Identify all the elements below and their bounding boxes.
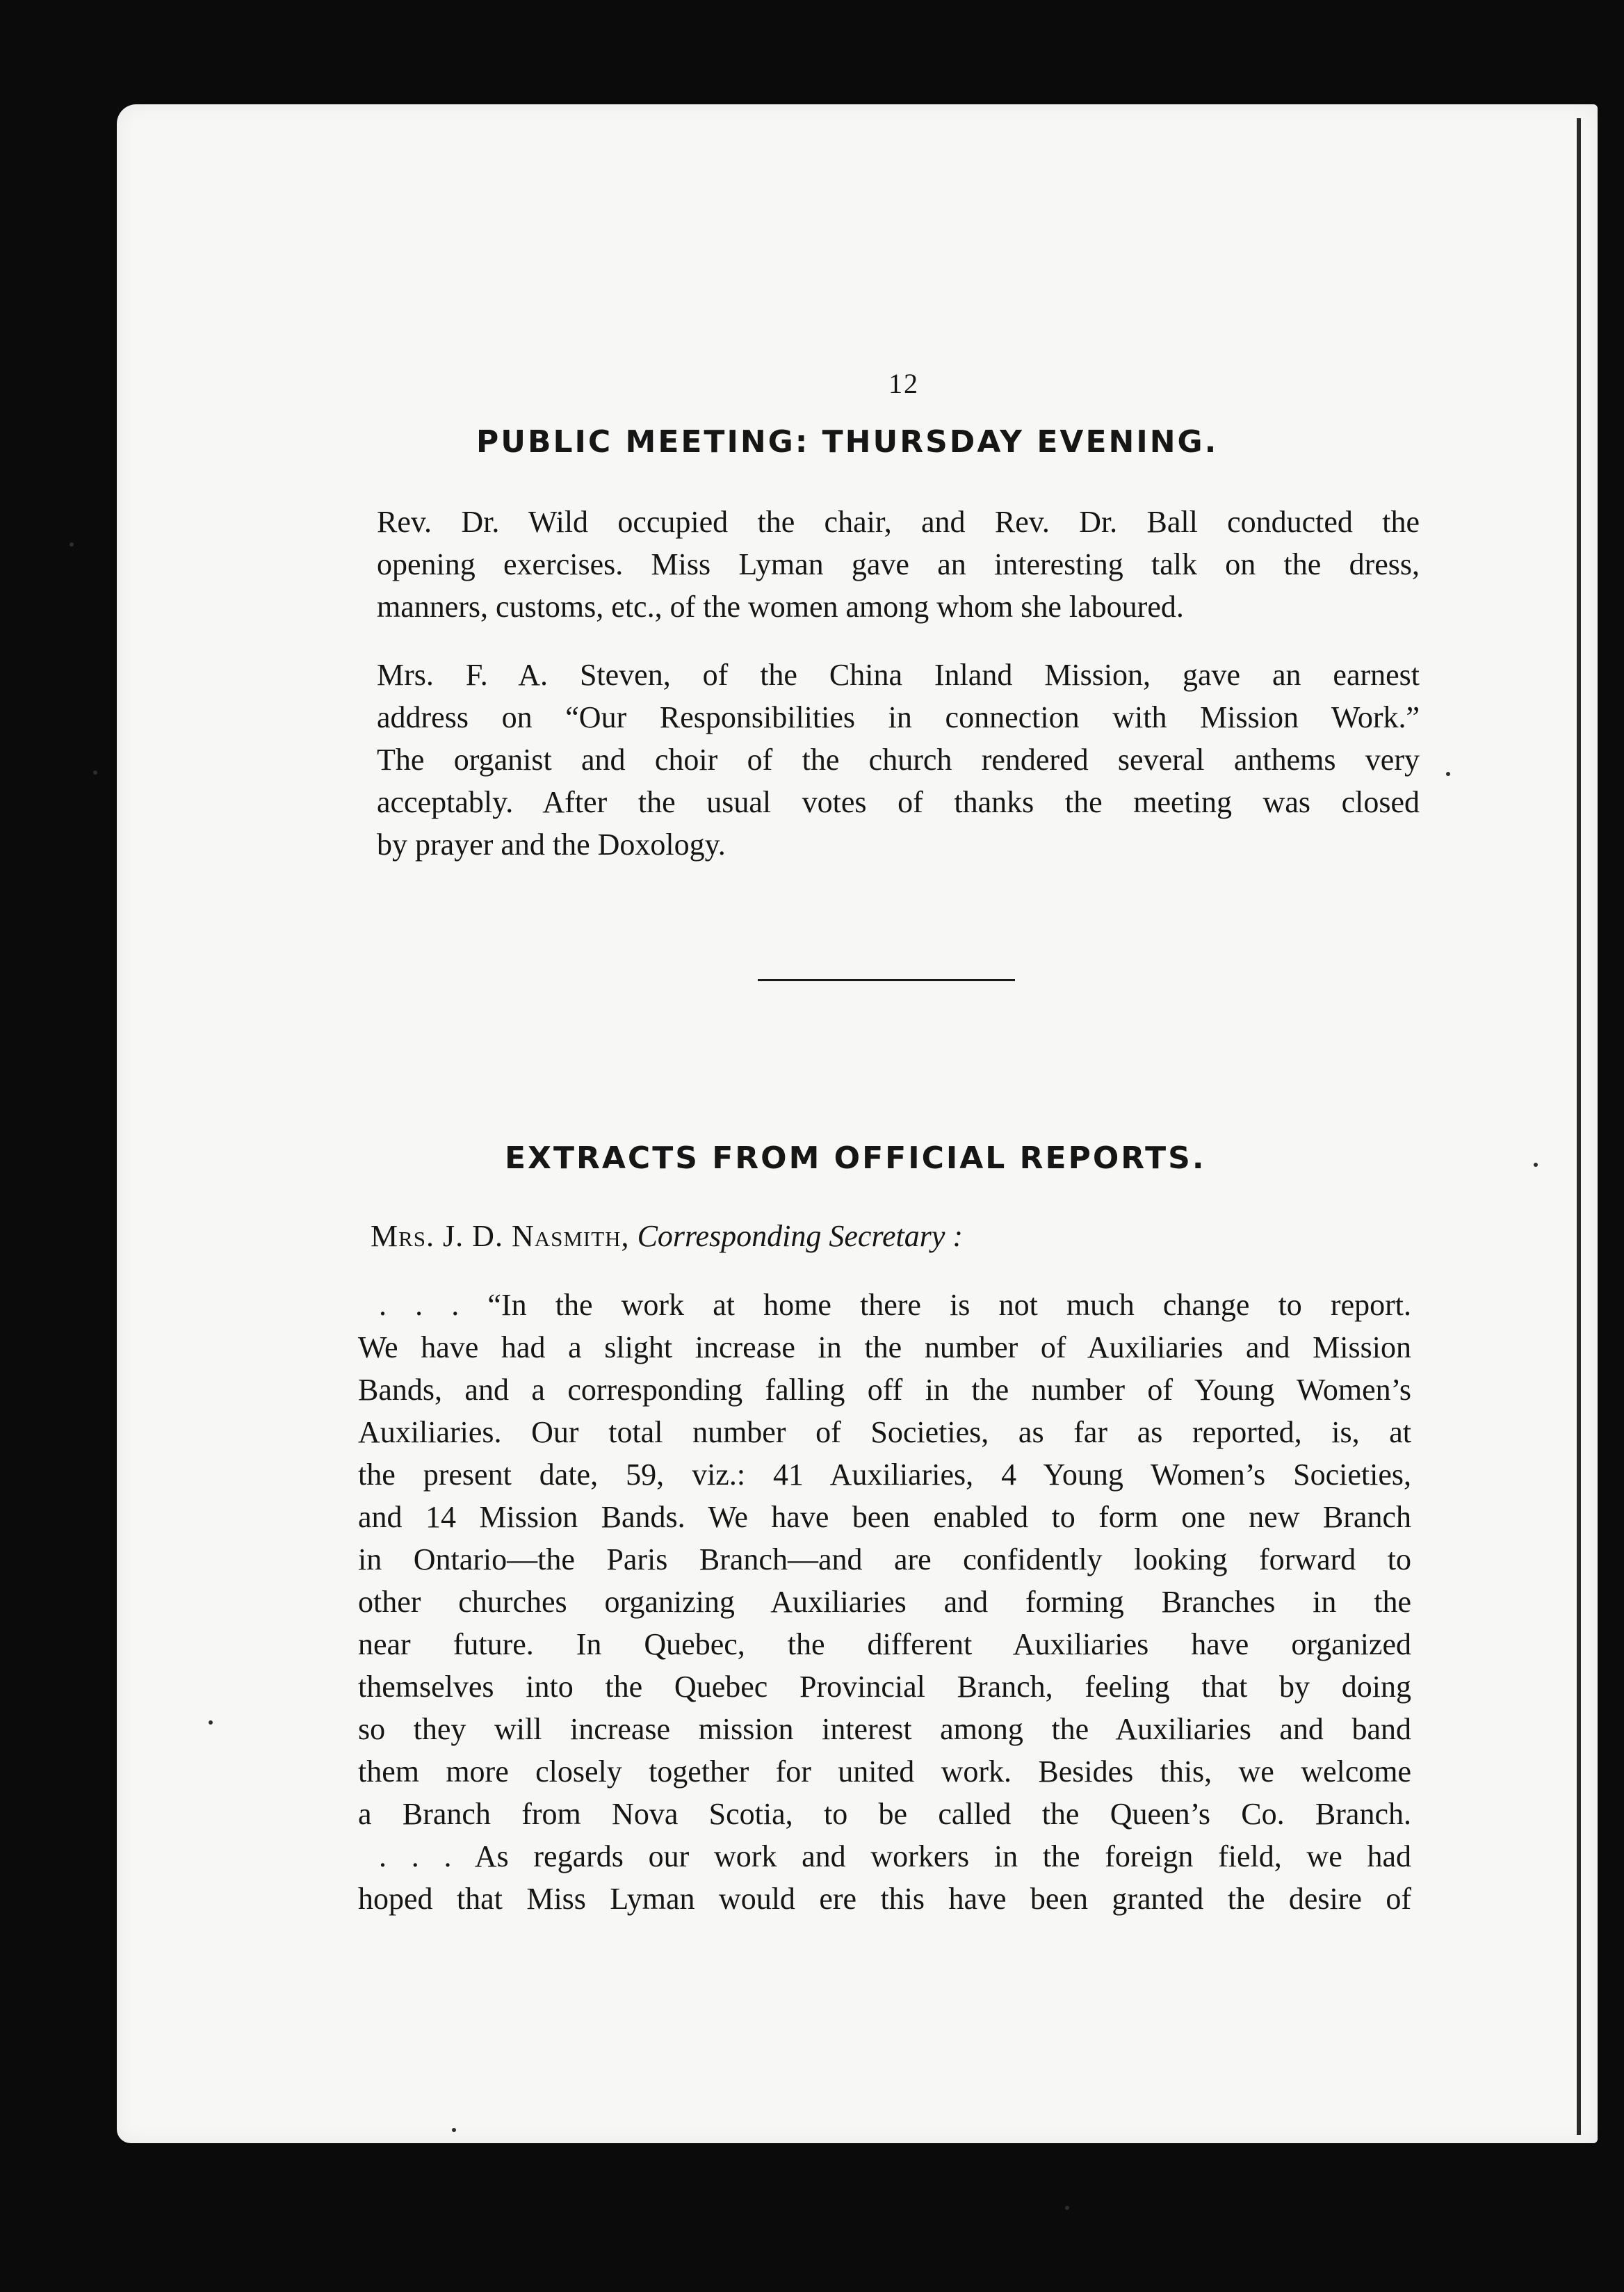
author-name: Mrs. J. D. Nasmith, <box>371 1219 630 1253</box>
text-line: . . . “In the work at home there is not much change to report. <box>379 1288 1411 1322</box>
text-line: and 14 Mission Bands. We have been enabled to form one new Branch <box>358 1500 1411 1534</box>
text-line: opening exercises. Miss Lyman gave an interesting talk on the dress, <box>377 547 1420 581</box>
public-meeting-heading: PUBLIC MEETING: THURSDAY EVENING. <box>476 424 1219 460</box>
dust-speck <box>452 2128 456 2132</box>
report-body <box>358 1284 1411 1920</box>
text-line: other churches organizing Auxiliaries and forming Branches in the <box>358 1585 1411 1619</box>
text-line: address on “Our Responsibilities in connection with Mission Work.” <box>377 700 1420 734</box>
text-line: so they will increase mission interest among the Auxiliaries and band <box>358 1712 1411 1746</box>
dust-speck <box>1446 772 1450 776</box>
text-line: the present date, 59, viz.: 41 Auxiliaries, 4 Young Women’s Societies, <box>358 1458 1411 1492</box>
extracts-heading: EXTRACTS FROM OFFICIAL REPORTS. <box>505 1140 1206 1176</box>
text-line: manners, customs, etc., of the women among whom she laboured. <box>377 590 1184 624</box>
text-line: Bands, and a corresponding falling off in the number of Young Women’s <box>358 1373 1411 1407</box>
text-line: We have had a slight increase in the number of Auxiliaries and Mission <box>358 1330 1411 1364</box>
page-edge-shadow <box>1577 118 1581 2135</box>
text-line: themselves into the Quebec Provincial Branch, feeling that by doing <box>358 1670 1411 1704</box>
text-line: by prayer and the Doxology. <box>377 828 726 862</box>
public-meeting-paragraph-1 <box>377 501 1420 628</box>
page-number: 12 <box>888 368 919 399</box>
section-divider-rule <box>758 979 1015 981</box>
dust-speck <box>70 542 74 547</box>
text-line: in Ontario—the Paris Branch—and are confidently looking forward to <box>358 1542 1411 1576</box>
text-line: near future. In Quebec, the different Auxiliaries have organized <box>358 1627 1411 1661</box>
public-meeting-paragraph-2 <box>377 654 1420 866</box>
text-line: them more closely together for united work. Besides this, we welcome <box>358 1754 1411 1789</box>
dust-speck <box>209 1720 213 1725</box>
text-line: Rev. Dr. Wild occupied the chair, and Rev. Dr. Ball conducted the <box>377 505 1420 539</box>
dust-speck <box>93 770 97 775</box>
dust-speck <box>1065 2206 1069 2210</box>
author-role: Corresponding Secretary : <box>637 1219 964 1253</box>
text-line: a Branch from Nova Scotia, to be called the Queen’s Co. Branch. <box>358 1797 1411 1831</box>
report-author-line <box>371 1218 963 1254</box>
text-line: The organist and choir of the church rendered several anthems very <box>377 743 1420 777</box>
text-line: Auxiliaries. Our total number of Societies, as far as reported, is, at <box>358 1415 1411 1449</box>
text-line: Mrs. F. A. Steven, of the China Inland Mission, gave an earnest <box>377 658 1420 692</box>
text-line: . . . As regards our work and workers in the foreign field, we had <box>379 1839 1411 1873</box>
text-line: hoped that Miss Lyman would ere this have been granted the desire of <box>358 1882 1411 1916</box>
dust-speck <box>1534 1163 1538 1167</box>
text-line: acceptably. After the usual votes of thanks the meeting was closed <box>377 785 1420 819</box>
